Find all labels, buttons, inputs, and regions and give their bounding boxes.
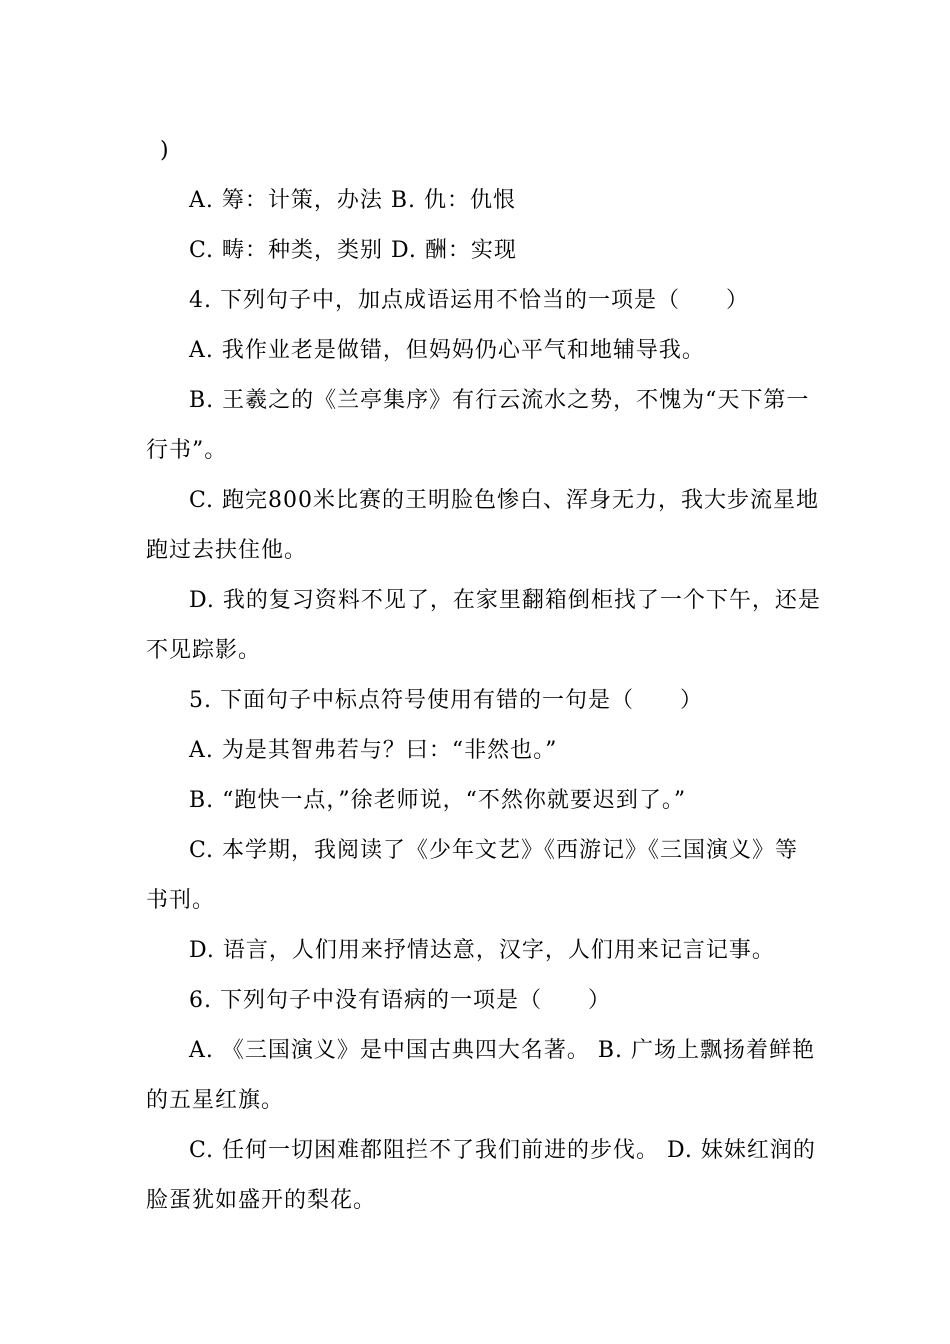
- question-5-option-d: D. 语言，人们用来抒情达意，汉字，人们用来记言记事。: [189, 938, 775, 963]
- question-4-option-b-line-1: B. 王羲之的《兰亭集序》有行云流水之势，不愧为“天下第一: [189, 388, 810, 413]
- question-4-option-d-line-2: 不见踪影。: [146, 638, 262, 663]
- question-4-option-a: A. 我作业老是做错，但妈妈仍心平气和地辅导我。: [189, 338, 705, 363]
- question-5-option-c-line-1: C. 本学期，我阅读了《少年文艺》《西游记》《三国演义》等: [189, 838, 799, 863]
- question-4-option-c-line-1: C. 跑完800米比赛的王明脸色惨白、浑身无力，我大步流星地: [189, 488, 820, 513]
- question-4-option-b-line-2: 行书”。: [146, 438, 228, 463]
- question-3-closing-paren: ): [160, 138, 170, 163]
- question-6-options-c-d-line-1: C. 任何一切困难都阻拦不了我们前进的步伐。 D. 妹妹红润的: [189, 1138, 816, 1163]
- question-6-options-c-d-line-2: 脸蛋犹如盛开的梨花。: [146, 1188, 377, 1213]
- question-5-stem: 5. 下面句子中标点符号使用有错的一句是（ ）: [189, 688, 703, 713]
- question-3-options-c-d: C. 畴：种类，类别 D. 酬：实现: [189, 238, 517, 263]
- question-5-option-a: A. 为是其智弗若与？曰：“非然也。”: [189, 738, 558, 763]
- question-6-stem: 6. 下列句子中没有语病的一项是（ ）: [189, 988, 611, 1013]
- question-6-options-a-b-line-2: 的五星红旗。: [146, 1088, 285, 1113]
- question-6-options-a-b-line-1: A. 《三国演义》是中国古典四大名著。 B. 广场上飘扬着鲜艳: [189, 1038, 816, 1063]
- question-3-options-a-b: A. 筹：计策，办法 B. 仇：仇恨: [189, 188, 517, 213]
- question-4-stem: 4. 下列句子中，加点成语运用不恰当的一项是（ ）: [189, 288, 749, 313]
- question-4-option-d-line-1: D. 我的复习资料不见了，在家里翻箱倒柜找了一个下午，还是: [189, 588, 821, 613]
- question-5-option-b: B. “跑快一点，”徐老师说，“不然你就要迟到了。”: [189, 788, 687, 813]
- question-5-option-c-line-2: 书刊。: [146, 888, 216, 913]
- question-4-option-c-line-2: 跑过去扶住他。: [146, 538, 308, 563]
